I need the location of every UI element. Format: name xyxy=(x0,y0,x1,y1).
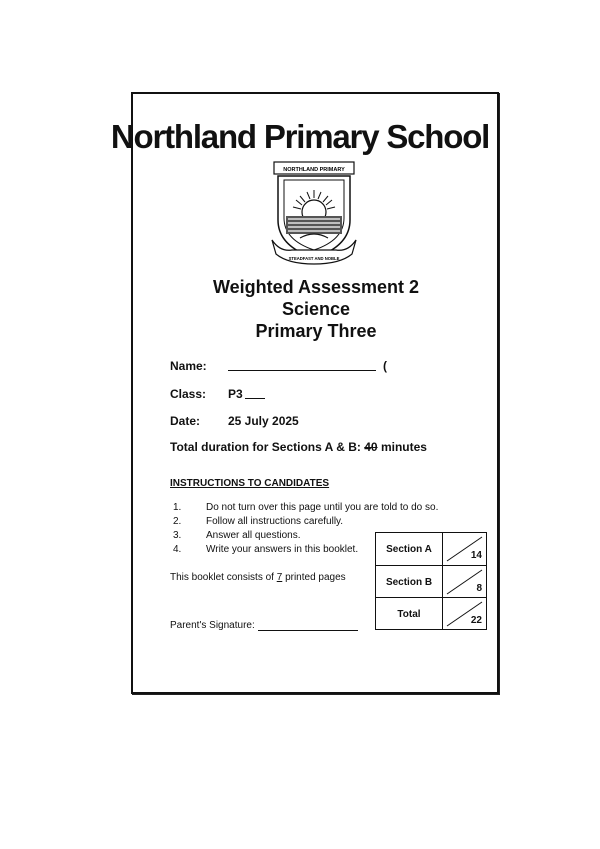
score-row-section-b xyxy=(376,565,486,598)
score-value: 8 xyxy=(476,583,482,594)
instructions-heading: INSTRUCTIONS TO CANDIDATES xyxy=(170,478,330,489)
school-name: Northland Primary School xyxy=(110,118,490,155)
instruction-number: 2. xyxy=(173,516,182,527)
instruction-number: 4. xyxy=(173,544,182,555)
subject-title: Science xyxy=(281,299,351,319)
name-field-line[interactable] xyxy=(228,359,376,371)
score-row-section-a xyxy=(376,533,486,565)
booklet-pages-note xyxy=(170,572,346,583)
score-row-label: Total xyxy=(376,598,443,630)
score-cell xyxy=(443,533,486,565)
booklet-suffix: printed pages xyxy=(285,572,346,583)
class-label: Class: xyxy=(170,387,207,401)
class-field-line[interactable] xyxy=(245,387,265,399)
assessment-title: Weighted Assessment 2 xyxy=(212,277,420,297)
instruction-text: Write your answers in this booklet. xyxy=(206,544,359,555)
score-row-label: Section A xyxy=(376,533,443,565)
school-crest-logo xyxy=(270,160,358,272)
duration-struck-value: 40 xyxy=(364,440,378,454)
instruction-number: 3. xyxy=(173,530,182,541)
booklet-page-count: 7 xyxy=(276,572,283,583)
crest-banner-text: NORTHLAND PRIMARY xyxy=(283,167,345,173)
date-label: Date: xyxy=(170,414,201,428)
score-row-label: Section B xyxy=(376,566,443,598)
instruction-text: Answer all questions. xyxy=(206,530,301,541)
duration-suffix: minutes xyxy=(380,440,427,454)
score-cell xyxy=(443,598,486,630)
booklet-prefix: This booklet consists of xyxy=(170,572,274,583)
parent-signature-line[interactable] xyxy=(258,619,358,631)
score-row-total xyxy=(376,597,486,630)
parent-signature-label: Parent's Signature: xyxy=(170,620,255,631)
name-label: Name: xyxy=(170,359,207,373)
instruction-text: Follow all instructions carefully. xyxy=(206,516,344,527)
duration-prefix: Total duration for Sections A & B: xyxy=(170,440,361,454)
score-table xyxy=(375,532,487,630)
name-register-paren: ( xyxy=(383,359,387,373)
instruction-text: Do not turn over this page until you are told to do so. xyxy=(206,502,439,513)
date-value: 25 July 2025 xyxy=(228,414,299,428)
score-value: 22 xyxy=(470,615,482,626)
class-value: P3 xyxy=(228,387,243,401)
crest-motto-text: STEADFAST AND NOBLE xyxy=(288,256,340,261)
score-cell xyxy=(443,566,486,598)
level-title: Primary Three xyxy=(255,321,377,341)
instruction-number: 1. xyxy=(173,502,182,513)
duration-line xyxy=(170,440,427,454)
score-value: 14 xyxy=(470,550,482,561)
